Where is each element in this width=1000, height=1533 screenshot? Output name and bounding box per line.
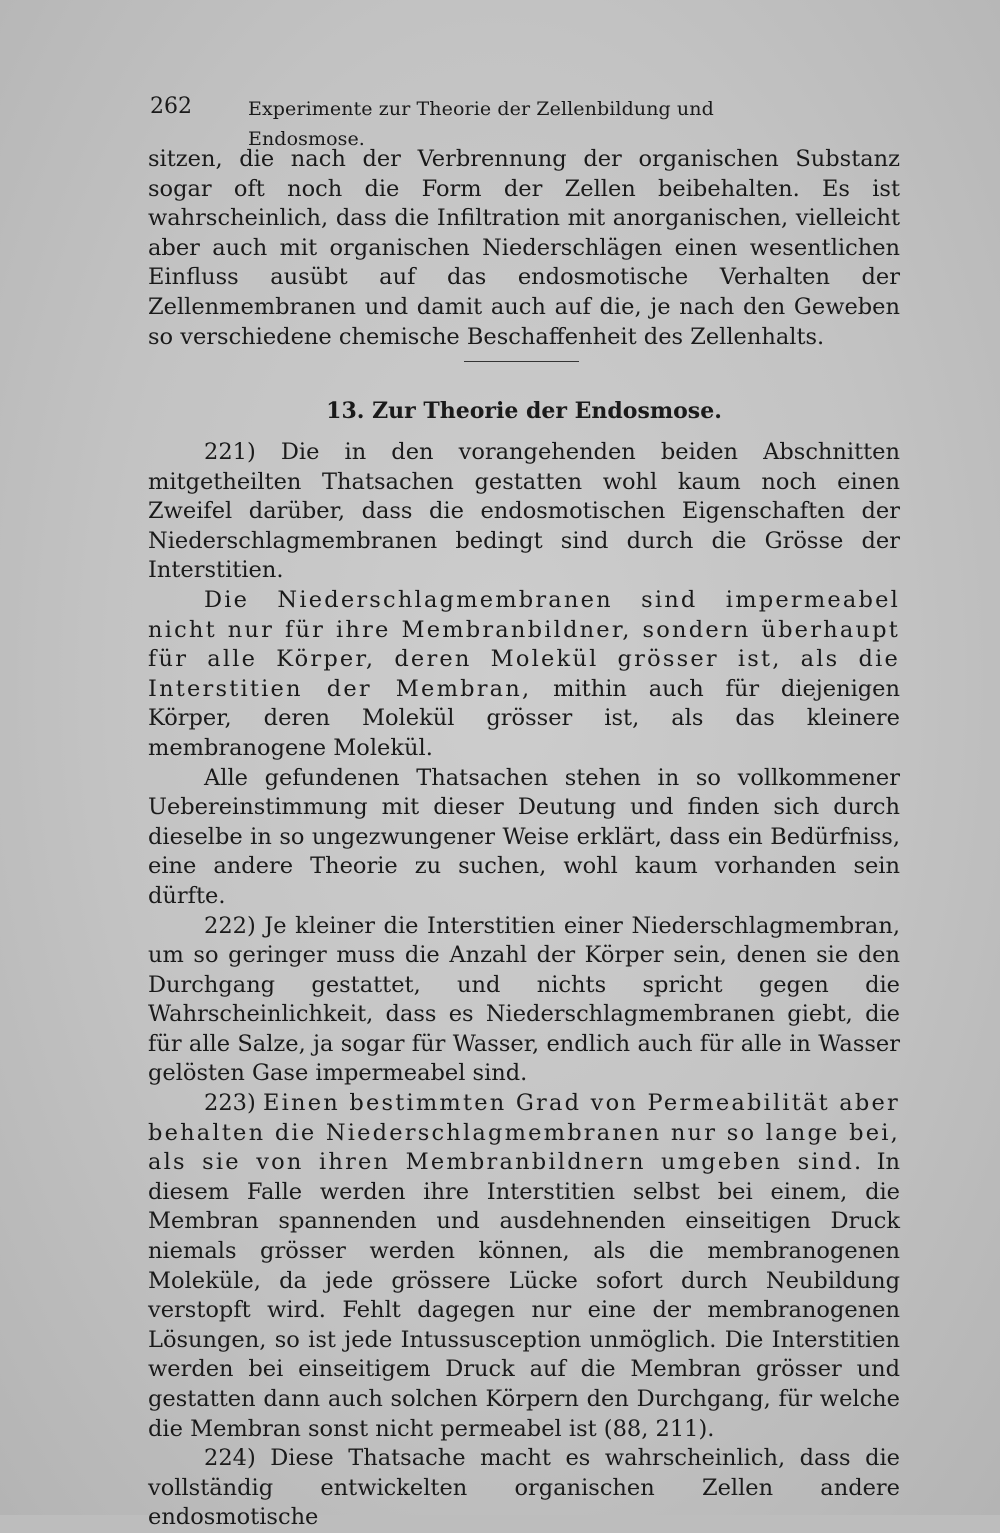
running-header <box>150 92 810 150</box>
page-number: 262 <box>150 94 192 119</box>
emphasis-spaced: Einen bestimmten Grad von Permeabilität aber behalten die Niederschlagmembranen nur so lange bei, als sie von ihren Membranbildnern umgeben sind. <box>148 1090 900 1176</box>
paragraph-number: 223) <box>204 1090 263 1117</box>
paragraph-221b <box>148 586 900 764</box>
paragraph-text: In diesem Falle werden ihre Interstitien selbst bei einem, die Membran spannenden und ausdehnenden einseitigen Druck niemals grösser werden können, als die membranogenen Moleküle, da jede grössere Lücke sofort durch Neubildung verstopft wird. Fehlt dagegen nur eine der membranogenen Lösungen, so ist jede Intussusception unmöglich. Die Interstitien werden bei einseitigem Druck auf die Membran grösser und gestatten dann auch solchen Körpern den Durchgang, für welche die Membran sonst nicht permeabel ist (88, 211). <box>148 1149 901 1442</box>
paragraph-text: mithin auch für diejenigen Körper, deren Molekül grösser ist, als das kleinere membranogene Molekül. <box>148 675 900 761</box>
paragraph-224: 224) Diese Thatsache macht es wahrscheinlich, dass die vollständig entwickelten organischen Zellen andere endosmotische <box>148 1445 900 1531</box>
paragraph-223 <box>148 1089 900 1444</box>
running-title: Experimente zur Theorie der Zellenbildung und Endosmose. <box>248 98 714 150</box>
emphasis-spaced: Die Niederschlagmembranen sind impermeabel nicht nur für ihre Membranbildner, sondern überhaupt für alle Körper, deren Molekül grösser ist, als die Interstitien der Membran, <box>148 586 900 702</box>
text-block-main <box>148 438 900 1533</box>
paragraph-continuation: sitzen, die nach der Verbrennung der organischen Substanz sogar oft noch die Form der Zellen beibehalten. Es ist wahrscheinlich, dass die Infiltration mit anorganischen, vielleicht aber auch mit organischen Niederschlägen einen wesentlichen Einfluss ausübt auf das endosmotische Verhalten der Zellenmembranen und damit auch auf die, je nach den Geweben so verschiedene chemische Beschaffenheit des Zellenhalts. <box>148 146 900 350</box>
section-divider <box>464 361 579 362</box>
text-block-top <box>148 145 900 352</box>
paragraph-221: 221) Die in den vorangehenden beiden Abschnitten mitgetheilten Thatsachen gestatten wohl kaum noch einen Zweifel darüber, dass die endosmotischen Eigenschaften der Niederschlagmembranen bedingt sind durch die Grösse der Interstitien. <box>148 439 900 584</box>
paragraph-221c: Alle gefundenen Thatsachen stehen in so vollkommener Uebereinstimmung mit dieser Deutung und finden sich durch dieselbe in so ungezwungener Weise erklärt, dass ein Bedürfniss, eine andere Theorie zu suchen, wohl kaum vorhanden sein dürfte. <box>148 764 900 909</box>
paragraph-222: 222) Je kleiner die Interstitien einer Niederschlagmembran, um so geringer muss die Anzahl der Körper sein, denen sie den Durchgang gestattet, und nichts spricht gegen die Wahrscheinlichkeit, dass es Niederschlagmembranen giebt, die für alle Salze, ja sogar für Wasser, endlich auch für alle in Wasser gelösten Gase impermeabel sind. <box>148 912 900 1087</box>
section-heading: 13. Zur Theorie der Endosmose. <box>326 398 722 424</box>
